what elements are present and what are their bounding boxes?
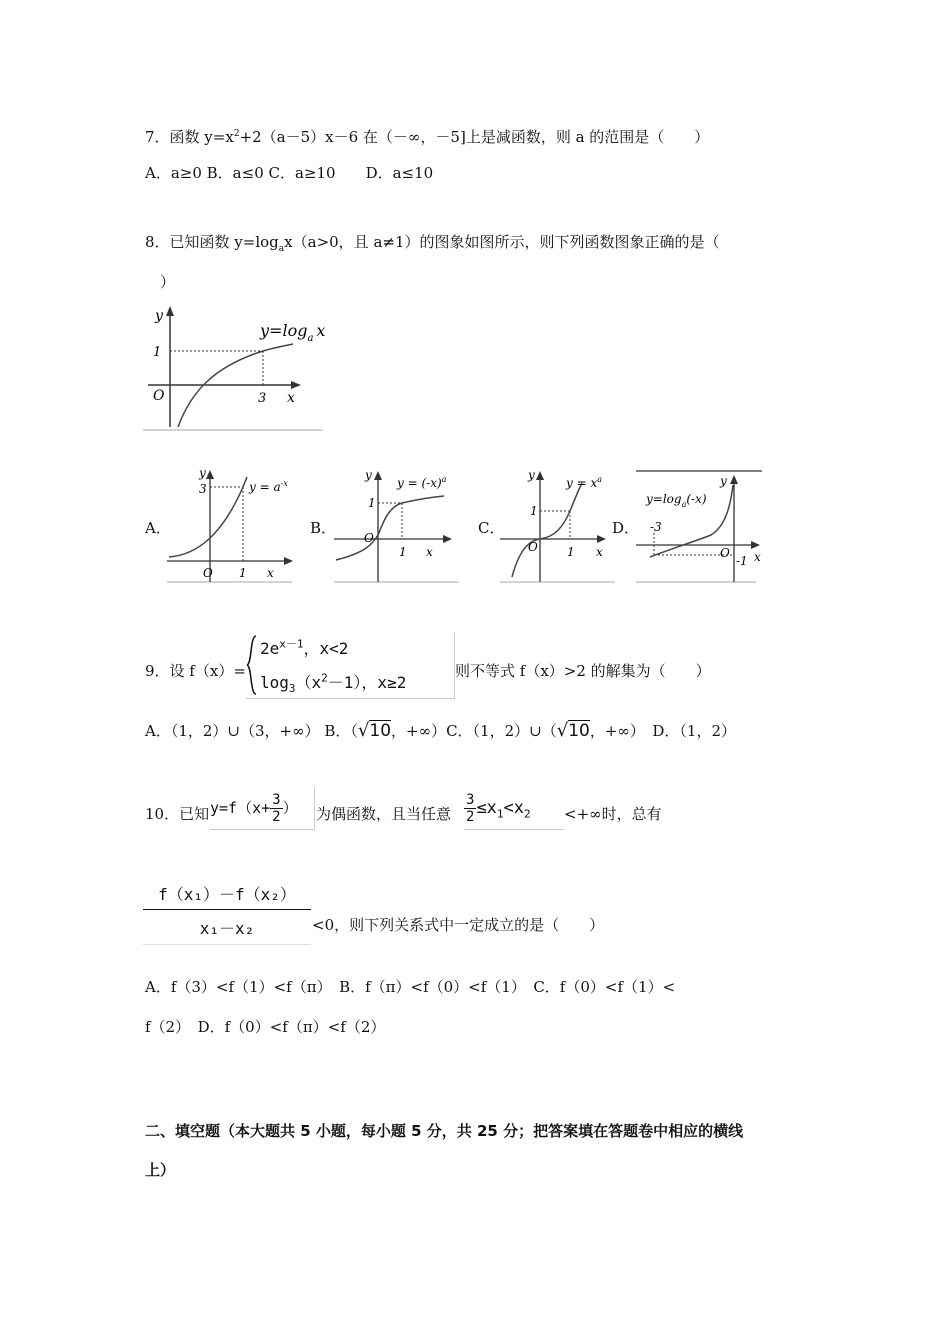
- q10-stem-b: 为偶函数，且当任意: [316, 805, 452, 823]
- origin-label: O: [153, 388, 165, 404]
- one-label: 1: [153, 345, 162, 360]
- svg-text:y = a-x: $y = a^{-x}$: [249, 479, 288, 494]
- q8-stem: 8．已知函数 $y=\log_ax(a>0$，且 a≠1）的图象如图所示，则下列函数图象正确的是（: [145, 233, 720, 254]
- svg-text:1: 1: [368, 496, 376, 510]
- q8-graph-c: [500, 465, 618, 585]
- q8-main-graph: [143, 302, 328, 432]
- svg-text:y = xa: $y = x^a$: [566, 475, 603, 490]
- fraction-denominator: x₁－x₂: [199, 919, 255, 938]
- q7-options: A．a≥0 B．a≤0 C．a≥10 D．a≤10: [145, 164, 434, 182]
- section2-heading-cont: 上）: [145, 1161, 176, 1179]
- q10-expr1: y=f（x+ $\frac{3}{2}$ ）: [210, 787, 315, 830]
- q8-option-a-letter: A．: [145, 519, 171, 537]
- q8-option-c-letter: C．: [478, 519, 505, 537]
- svg-text:3: 3: [199, 482, 207, 496]
- q7-stem: 7．函数 $y=x^2+2(a-5)x-6$ 在（－∞，－5]上是减函数，则 a 的范围是（ ）: [145, 128, 710, 146]
- svg-text:x: x: [596, 545, 603, 559]
- svg-text:y=loga(-x): $y=\log_a(-x)$: [646, 492, 707, 509]
- q10-stem-d: <0，则下列关系式中一定成立的是（ ）: [312, 916, 605, 934]
- fraction-numerator: f（x₁）－f（x₂）: [143, 882, 311, 910]
- q8-graph-d: [636, 465, 766, 585]
- svg-text:1: 1: [399, 545, 407, 559]
- svg-text:1: 1: [239, 566, 247, 580]
- q9-stem-a: 9．设 f（x）=: [145, 662, 246, 680]
- svg-text:x: x: [426, 545, 433, 559]
- q10-fraction: [143, 882, 311, 945]
- q10-stem-a: 10．已知: [145, 805, 210, 823]
- x-label: x: [287, 390, 295, 406]
- svg-text:y: y: [365, 468, 372, 482]
- svg-text:O: O: [720, 546, 730, 560]
- func-label: $y=\log_a$ x: [260, 321, 326, 344]
- sqrt-symbol: √: [357, 720, 370, 741]
- q10-options-line2: f（2） D．f（0）<f（π）<f（2）: [145, 1018, 386, 1036]
- sqrt-symbol: √: [556, 720, 569, 741]
- three-label: 3: [258, 391, 267, 406]
- svg-text:O: O: [364, 531, 374, 545]
- q10-stem-c: <+∞时，总有: [564, 805, 662, 823]
- svg-text:y: y: [528, 468, 535, 482]
- svg-text:x: x: [267, 566, 274, 580]
- q8-option-b-letter: B．: [310, 519, 337, 537]
- svg-text:1: 1: [567, 545, 575, 559]
- q10-expr2: $\frac{3}{2}$ $\le x_1<x_2$: [464, 787, 564, 830]
- q10-options-line1: A．f（3）<f（1）<f（π） B．f（π）<f（0）<f（1） C．f（0）<f（1）<: [145, 978, 676, 996]
- q8-stem-close: ）: [160, 273, 176, 291]
- svg-text:x: x: [754, 550, 761, 564]
- svg-text:O: O: [203, 566, 213, 580]
- svg-text:y: y: [720, 474, 727, 488]
- q9-piecewise: [246, 632, 455, 699]
- q8-graph-b: [334, 465, 462, 585]
- y-label: y: [155, 308, 163, 324]
- svg-text:-1: -1: [736, 554, 748, 568]
- q9-case2: $\log_3(x^2-1)$，x≥2: [260, 671, 407, 696]
- q9-stem-b: 则不等式 f（x）>2 的解集为（ ）: [455, 662, 711, 680]
- svg-text:1: 1: [530, 504, 538, 518]
- svg-text:y = (-x)a: $y = (-x)^a$: [397, 475, 447, 490]
- q9-options: A．（1，2）∪（3，+∞） B．（√10，+∞）C．（1，2）∪（√10，+∞） D．（1，2）: [145, 720, 737, 741]
- svg-text:y: y: [199, 466, 206, 480]
- q9-case1: $2e^{x-1}$，x<2: [260, 637, 349, 658]
- q8-graph-a: [167, 465, 295, 585]
- svg-text:-3: -3: [650, 520, 662, 534]
- q8-option-d-letter: D．: [612, 519, 640, 537]
- svg-text:O: O: [528, 540, 538, 554]
- section2-heading: 二、填空题（本大题共 5 小题，每小题 5 分，共 25 分；把答案填在答题卷中相应的横线: [145, 1122, 744, 1140]
